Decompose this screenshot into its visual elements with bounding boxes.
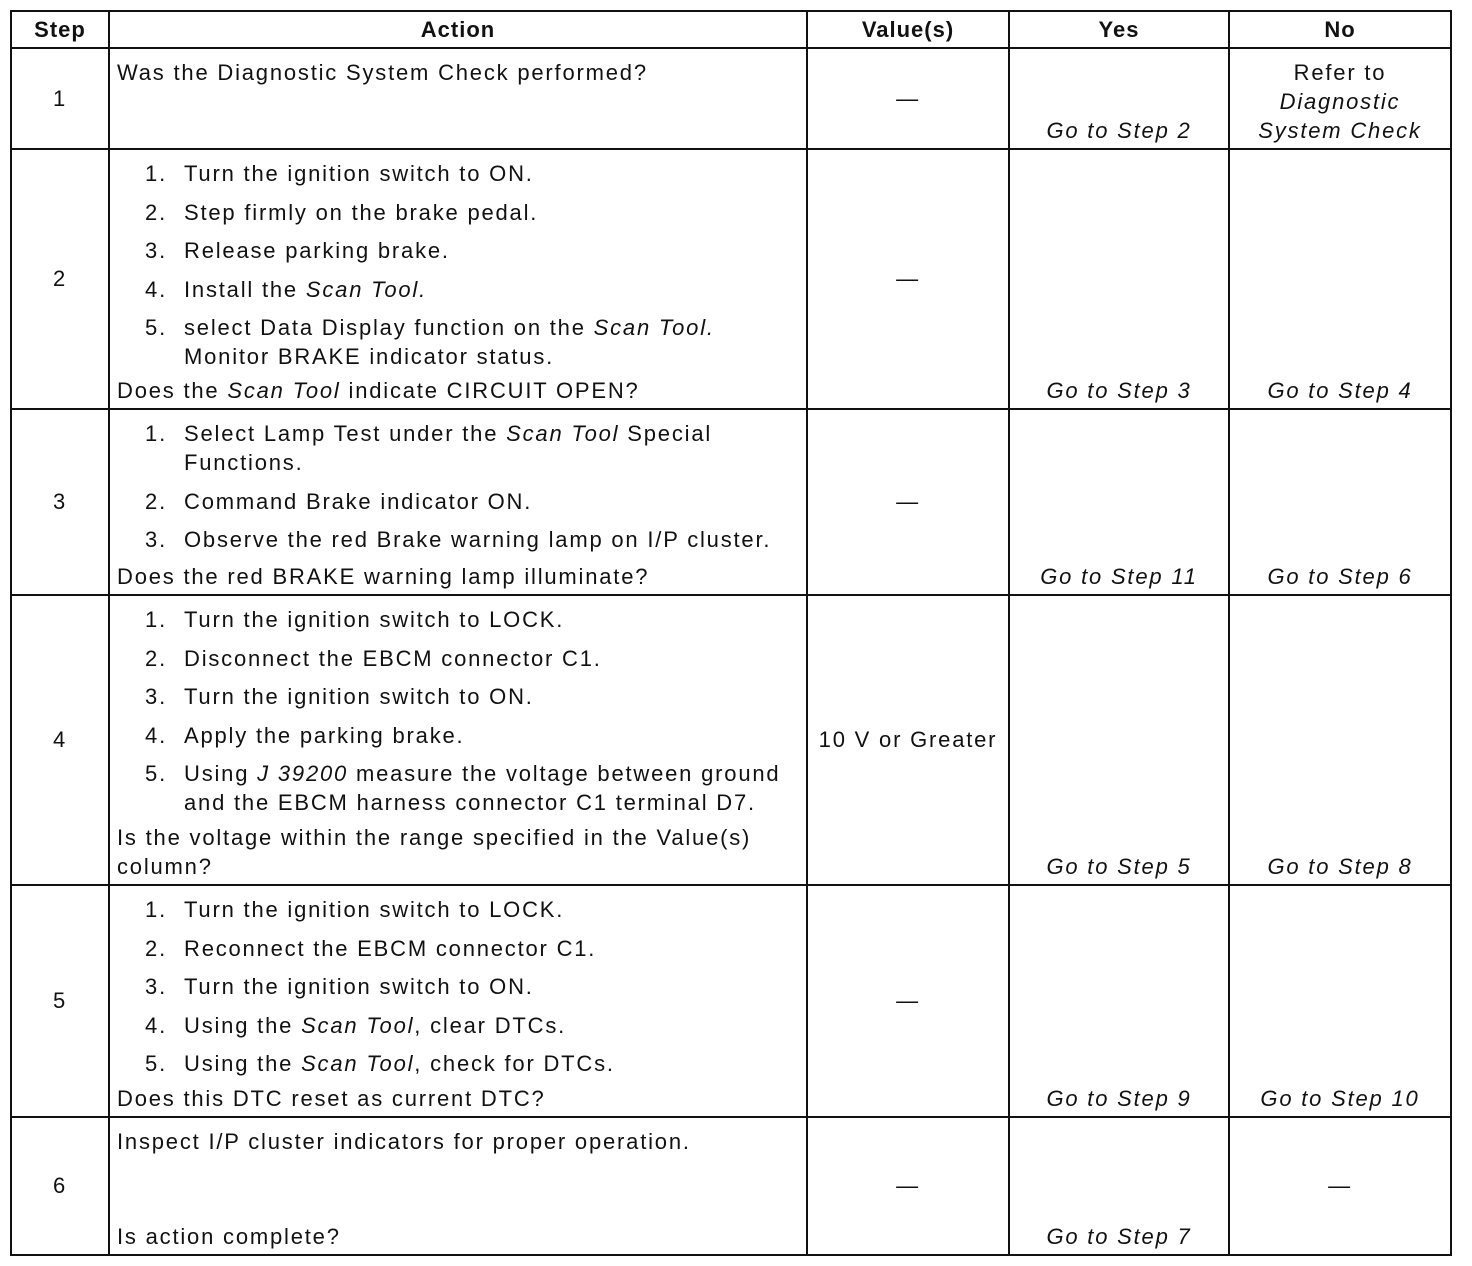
header-action-label: Action <box>420 17 496 42</box>
action-steps-list <box>117 605 800 817</box>
action-step-text: measure the voltage between ground <box>348 761 781 786</box>
step-number: 1 <box>52 85 68 111</box>
action-step-text: Scan Tool <box>506 421 620 446</box>
no-outcome-line <box>1267 376 1412 405</box>
action-step-text <box>184 1049 615 1078</box>
action-instructions <box>117 58 800 87</box>
action-step-line <box>184 236 450 265</box>
action-step-line <box>184 605 564 634</box>
no-outcome-line <box>1267 852 1412 881</box>
action-step-text <box>184 759 780 817</box>
action-step-text: Apply the parking brake. <box>184 722 465 748</box>
action-step-number: 5. <box>145 761 167 786</box>
value-cell <box>808 49 1010 148</box>
action-intro-text: Inspect I/P cluster indicators for proper operation. <box>117 1129 691 1154</box>
action-step-number: 3. <box>145 527 167 552</box>
yes-outcome-text: Go to Step 11 <box>1040 564 1198 589</box>
step-cell <box>12 596 110 884</box>
action-step-item <box>117 972 800 1001</box>
action-question-text: Does the red BRAKE warning lamp illuminate? <box>117 564 650 589</box>
action-step-text <box>184 159 534 188</box>
action-instructions <box>117 419 800 554</box>
action-step-number: 1. <box>145 161 167 186</box>
no-cell <box>1230 596 1450 884</box>
no-outcome-text: Go to Step 6 <box>1267 564 1413 589</box>
no-cell <box>1230 410 1450 594</box>
header-yes <box>1010 12 1230 47</box>
action-step-text: Using <box>184 761 258 786</box>
action-step-number: 2. <box>145 935 167 961</box>
action-question-text: Scan Tool <box>227 378 341 403</box>
action-step-text <box>184 605 564 634</box>
no-cell <box>1230 886 1450 1116</box>
action-step-text <box>184 313 715 371</box>
action-step-text: Install the <box>184 276 306 302</box>
action-step-text: Step firmly on the brake pedal. <box>184 199 539 225</box>
action-step-text: Release parking brake. <box>184 238 450 263</box>
action-step-text: J 39200 <box>257 761 349 786</box>
action-step-text: and the EBCM harness connector C1 terminal D7. <box>184 790 756 815</box>
action-step-line <box>184 972 534 1001</box>
action-step-text <box>184 721 464 750</box>
action-step-item <box>117 419 800 477</box>
action-step-number: 1. <box>145 897 167 922</box>
action-step-line <box>184 342 715 371</box>
value-cell <box>808 596 1010 884</box>
action-step-item <box>117 759 800 817</box>
yes-outcome-text: Go to Step 7 <box>1046 1224 1192 1249</box>
action-steps-list <box>117 159 800 371</box>
action-step-number: 1. <box>145 421 167 446</box>
table-header-row <box>12 12 1450 49</box>
action-step-text <box>184 644 602 673</box>
action-step-line <box>184 721 464 750</box>
action-step-line <box>184 159 534 188</box>
no-cell <box>1230 49 1450 148</box>
action-step-text <box>184 236 450 265</box>
header-no-label: No <box>1324 17 1356 42</box>
action-step-line <box>184 1011 566 1040</box>
yes-outcome-line <box>1040 562 1198 591</box>
action-step-text <box>184 1011 566 1040</box>
action-step-number: 4. <box>145 276 167 302</box>
yes-outcome-text: Go to Step 3 <box>1046 378 1192 403</box>
value-cell <box>808 410 1010 594</box>
action-step-text: Turn the ignition switch to ON. <box>184 684 534 709</box>
action-question-text: Does the <box>117 378 228 403</box>
action-step-item <box>117 721 800 750</box>
action-step-item <box>117 895 800 924</box>
action-step-item <box>117 1011 800 1040</box>
action-intro-line <box>117 58 800 87</box>
action-step-line <box>184 525 771 554</box>
action-step-text: Scan Tool. <box>593 315 715 340</box>
table-row <box>12 596 1450 886</box>
action-question-line <box>117 376 800 405</box>
action-question-line <box>117 562 800 591</box>
action-cell <box>110 1118 808 1254</box>
action-step-text: Using the <box>184 1051 302 1076</box>
action-question-text: Is the voltage within the range specified in the Value(s) <box>117 825 752 850</box>
action-question <box>117 376 800 405</box>
action-step-line <box>184 275 427 304</box>
step-cell <box>12 410 110 594</box>
action-step-text: Turn the ignition switch to ON. <box>184 974 534 999</box>
action-step-line <box>184 682 534 711</box>
table-row <box>12 150 1450 410</box>
step-cell <box>12 150 110 408</box>
action-instructions <box>117 895 800 1078</box>
value-text: — <box>896 85 920 111</box>
action-step-number: 2. <box>145 488 167 514</box>
action-question-text: Is action complete? <box>117 1224 341 1249</box>
action-step-item <box>117 275 800 304</box>
action-step-number: 5. <box>145 315 167 340</box>
value-text: 10 V or Greater <box>818 727 998 752</box>
action-step-number: 4. <box>145 1012 167 1038</box>
value-text: — <box>896 988 920 1013</box>
action-instructions <box>117 159 800 371</box>
no-cell <box>1230 1118 1450 1254</box>
action-cell <box>110 596 808 884</box>
action-step-text <box>184 275 427 304</box>
action-question-text: Does this DTC reset as current DTC? <box>117 1086 546 1111</box>
action-question <box>117 562 800 591</box>
action-step-text: Special <box>619 421 713 446</box>
action-step-text: Turn the ignition switch to LOCK. <box>184 897 565 922</box>
action-step-item <box>117 525 800 554</box>
yes-cell <box>1010 150 1230 408</box>
action-question <box>117 823 800 881</box>
action-steps-list <box>117 419 800 554</box>
no-outcome-text: System Check <box>1258 118 1422 143</box>
action-instructions <box>117 605 800 817</box>
action-question-line <box>117 1084 800 1113</box>
action-step-number: 2. <box>145 645 167 671</box>
action-step-number: 1. <box>145 607 167 632</box>
action-step-item <box>117 198 800 227</box>
no-cell <box>1230 150 1450 408</box>
action-step-text: Turn the ignition switch to LOCK. <box>184 607 565 632</box>
yes-cell <box>1010 886 1230 1116</box>
action-question-line <box>117 823 800 852</box>
diagnostic-table <box>10 10 1452 1256</box>
no-outcome-text: Refer to <box>1293 60 1387 85</box>
action-step-line <box>184 448 712 477</box>
action-step-text: , clear DTCs. <box>414 1012 567 1038</box>
yes-outcome-line <box>1046 376 1191 405</box>
yes-cell <box>1010 1118 1230 1254</box>
action-question <box>117 1222 800 1251</box>
no-outcome-text: Go to Step 4 <box>1267 378 1413 403</box>
action-intro-text: Was the Diagnostic System Check performed? <box>117 60 648 85</box>
action-step-text: , check for DTCs. <box>414 1051 615 1076</box>
action-step-item <box>117 313 800 371</box>
action-step-number: 2. <box>145 199 167 225</box>
action-step-text: Functions. <box>184 450 304 475</box>
action-step-item <box>117 605 800 634</box>
action-step-item <box>117 644 800 673</box>
table-row <box>12 1118 1450 1254</box>
step-cell <box>12 886 110 1116</box>
no-outcome-text: Go to Step 8 <box>1267 854 1413 879</box>
step-number: 3 <box>52 489 68 514</box>
step-cell <box>12 1118 110 1254</box>
action-step-text: Observe the red Brake warning lamp on I/P cluster. <box>184 527 772 552</box>
action-step-line <box>184 759 780 788</box>
action-question <box>117 1084 800 1113</box>
action-step-text: Scan Tool. <box>305 276 428 302</box>
table-row <box>12 410 1450 596</box>
action-step-text <box>184 972 534 1001</box>
action-step-line <box>184 788 780 817</box>
action-step-number: 5. <box>145 1051 167 1076</box>
no-outcome-text: Go to Step 10 <box>1260 1086 1420 1111</box>
action-step-text: Scan Tool <box>301 1012 415 1038</box>
action-question-text: column? <box>117 854 213 879</box>
yes-cell <box>1010 49 1230 148</box>
action-cell <box>110 150 808 408</box>
action-step-line <box>184 419 712 448</box>
yes-outcome-text: Go to Step 2 <box>1046 118 1192 143</box>
action-step-text: Reconnect the EBCM connector C1. <box>184 935 597 961</box>
header-step-label: Step <box>34 17 86 42</box>
yes-cell <box>1010 410 1230 594</box>
action-step-line <box>184 198 538 227</box>
header-no <box>1230 12 1450 47</box>
action-cell <box>110 886 808 1116</box>
header-action <box>110 12 808 47</box>
action-steps-list <box>117 895 800 1078</box>
action-step-text: Scan Tool <box>301 1051 415 1076</box>
value-cell <box>808 886 1010 1116</box>
no-outcome-line <box>1260 1084 1419 1113</box>
action-step-line <box>184 934 596 963</box>
yes-outcome-line <box>1046 852 1191 881</box>
action-step-text <box>184 487 532 516</box>
action-step-number: 3. <box>145 238 167 263</box>
action-question-line <box>117 852 800 881</box>
step-number: 4 <box>52 727 68 752</box>
yes-outcome-line <box>1046 1222 1191 1251</box>
action-step-text <box>184 934 596 963</box>
yes-outcome-line <box>1046 1084 1191 1113</box>
table-row <box>12 49 1450 150</box>
action-step-text <box>184 419 712 477</box>
yes-cell <box>1010 596 1230 884</box>
action-instructions <box>117 1127 800 1156</box>
value-text: — <box>896 1173 920 1198</box>
action-step-text <box>184 198 538 227</box>
value-text: — <box>896 489 920 514</box>
action-step-text <box>184 895 564 924</box>
value-cell <box>808 150 1010 408</box>
action-step-item <box>117 487 800 516</box>
action-step-number: 4. <box>145 722 167 748</box>
action-question-text: indicate CIRCUIT OPEN? <box>340 378 640 403</box>
action-step-text: select Data Display function on the <box>184 315 594 340</box>
step-cell <box>12 49 110 148</box>
no-outcome-text: Diagnostic <box>1279 89 1401 114</box>
action-step-text: Using the <box>184 1012 302 1038</box>
step-number: 5 <box>52 988 68 1013</box>
yes-outcome-text: Go to Step 9 <box>1046 1086 1192 1111</box>
action-step-number: 3. <box>145 974 167 999</box>
no-outcome-line <box>1258 116 1421 145</box>
step-number: 2 <box>52 266 68 291</box>
header-value <box>808 12 1010 47</box>
header-value-label: Value(s) <box>861 17 955 42</box>
action-step-text: Select Lamp Test under the <box>184 421 507 446</box>
header-yes-label: Yes <box>1098 17 1140 42</box>
no-outcome-line <box>1280 87 1401 116</box>
action-step-item <box>117 159 800 188</box>
no-outcome-line <box>1267 562 1412 591</box>
action-step-line <box>184 487 532 516</box>
action-question-line <box>117 1222 800 1251</box>
action-cell <box>110 49 808 148</box>
action-step-line <box>184 644 602 673</box>
header-step <box>12 12 110 47</box>
yes-outcome-line <box>1046 116 1191 145</box>
action-step-item <box>117 236 800 265</box>
action-step-text <box>184 682 534 711</box>
yes-outcome-text: Go to Step 5 <box>1046 854 1192 879</box>
action-step-text: Turn the ignition switch to ON. <box>184 161 534 186</box>
action-step-text: Disconnect the EBCM connector C1. <box>184 645 602 671</box>
action-step-text: Command Brake indicator ON. <box>184 488 533 514</box>
action-step-line <box>184 895 564 924</box>
value-cell <box>808 1118 1010 1254</box>
action-step-text <box>184 525 771 554</box>
action-step-number: 3. <box>145 684 167 709</box>
action-step-text: Monitor BRAKE indicator status. <box>184 344 555 369</box>
action-step-item <box>117 934 800 963</box>
table-row <box>12 886 1450 1118</box>
no-outcome-line <box>1294 58 1387 87</box>
action-step-item <box>117 1049 800 1078</box>
step-number: 6 <box>52 1173 68 1198</box>
action-step-item <box>117 682 800 711</box>
value-text: — <box>896 266 920 291</box>
action-step-line <box>184 313 715 342</box>
action-step-line <box>184 1049 615 1078</box>
action-cell <box>110 410 808 594</box>
action-intro-line <box>117 1127 800 1156</box>
no-outcome-text: — <box>1328 1173 1352 1198</box>
